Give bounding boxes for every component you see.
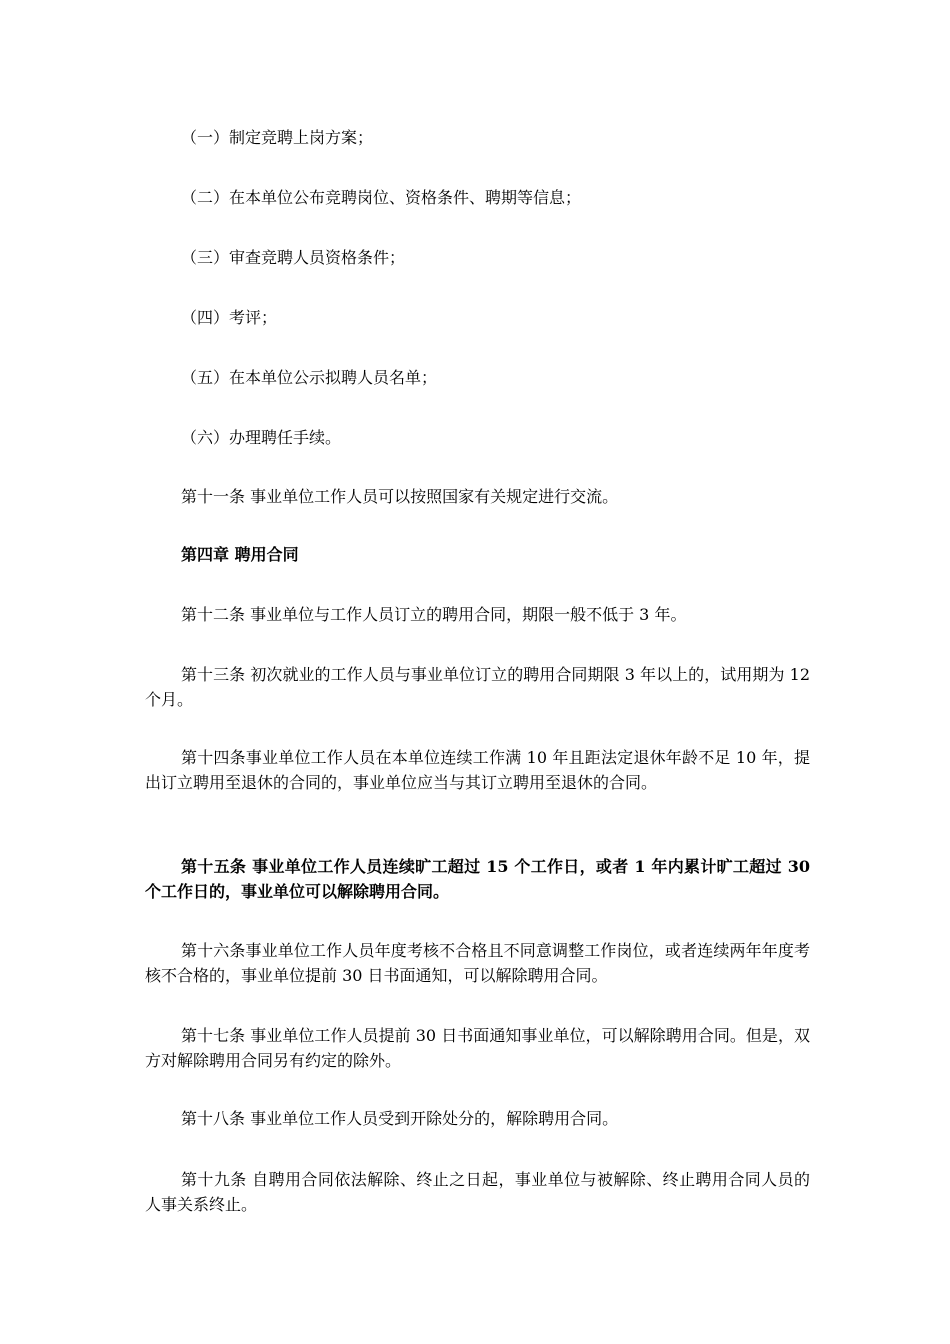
article-17: 第十七条 事业单位工作人员提前 30 日书面通知事业单位，可以解除聘用合同。但是，双方对解除聘用合同另有约定的除外。	[145, 1026, 810, 1070]
list-item-1: （一）制定竞聘上岗方案；	[181, 128, 374, 147]
article-16: 第十六条事业单位工作人员年度考核不合格且不同意调整工作岗位，或者连续两年年度考核不合格的，事业单位提前 30 日书面通知，可以解除聘用合同。	[145, 941, 810, 985]
list-item-4: （四）考评；	[181, 308, 278, 327]
article-12: 第十二条 事业单位与工作人员订立的聘用合同，期限一般不低于 3 年。	[181, 605, 687, 624]
list-item-2: （二）在本单位公布竞聘岗位、资格条件、聘期等信息；	[181, 188, 582, 207]
chapter-heading: 第四章 聘用合同	[181, 545, 299, 564]
article-19: 第十九条 自聘用合同依法解除、终止之日起，事业单位与被解除、终止聘用合同人员的人事关系终止。	[145, 1170, 810, 1214]
article-11: 第十一条 事业单位工作人员可以按照国家有关规定进行交流。	[181, 487, 619, 506]
list-item-5: （五）在本单位公示拟聘人员名单；	[181, 368, 438, 387]
article-13: 第十三条 初次就业的工作人员与事业单位订立的聘用合同期限 3 年以上的，试用期为 12 个月。	[145, 665, 810, 709]
list-item-3: （三）审查竞聘人员资格条件；	[181, 248, 406, 267]
article-18: 第十八条 事业单位工作人员受到开除处分的，解除聘用合同。	[181, 1109, 619, 1128]
list-item-6: （六）办理聘任手续。	[181, 428, 342, 447]
article-15: 第十五条 事业单位工作人员连续旷工超过 15 个工作日，或者 1 年内累计旷工超过 30 个工作日的，事业单位可以解除聘用合同。	[145, 857, 810, 901]
article-14: 第十四条事业单位工作人员在本单位连续工作满 10 年且距法定退休年龄不足 10 年，提出订立聘用至退休的合同的，事业单位应当与其订立聘用至退休的合同。	[145, 748, 810, 792]
